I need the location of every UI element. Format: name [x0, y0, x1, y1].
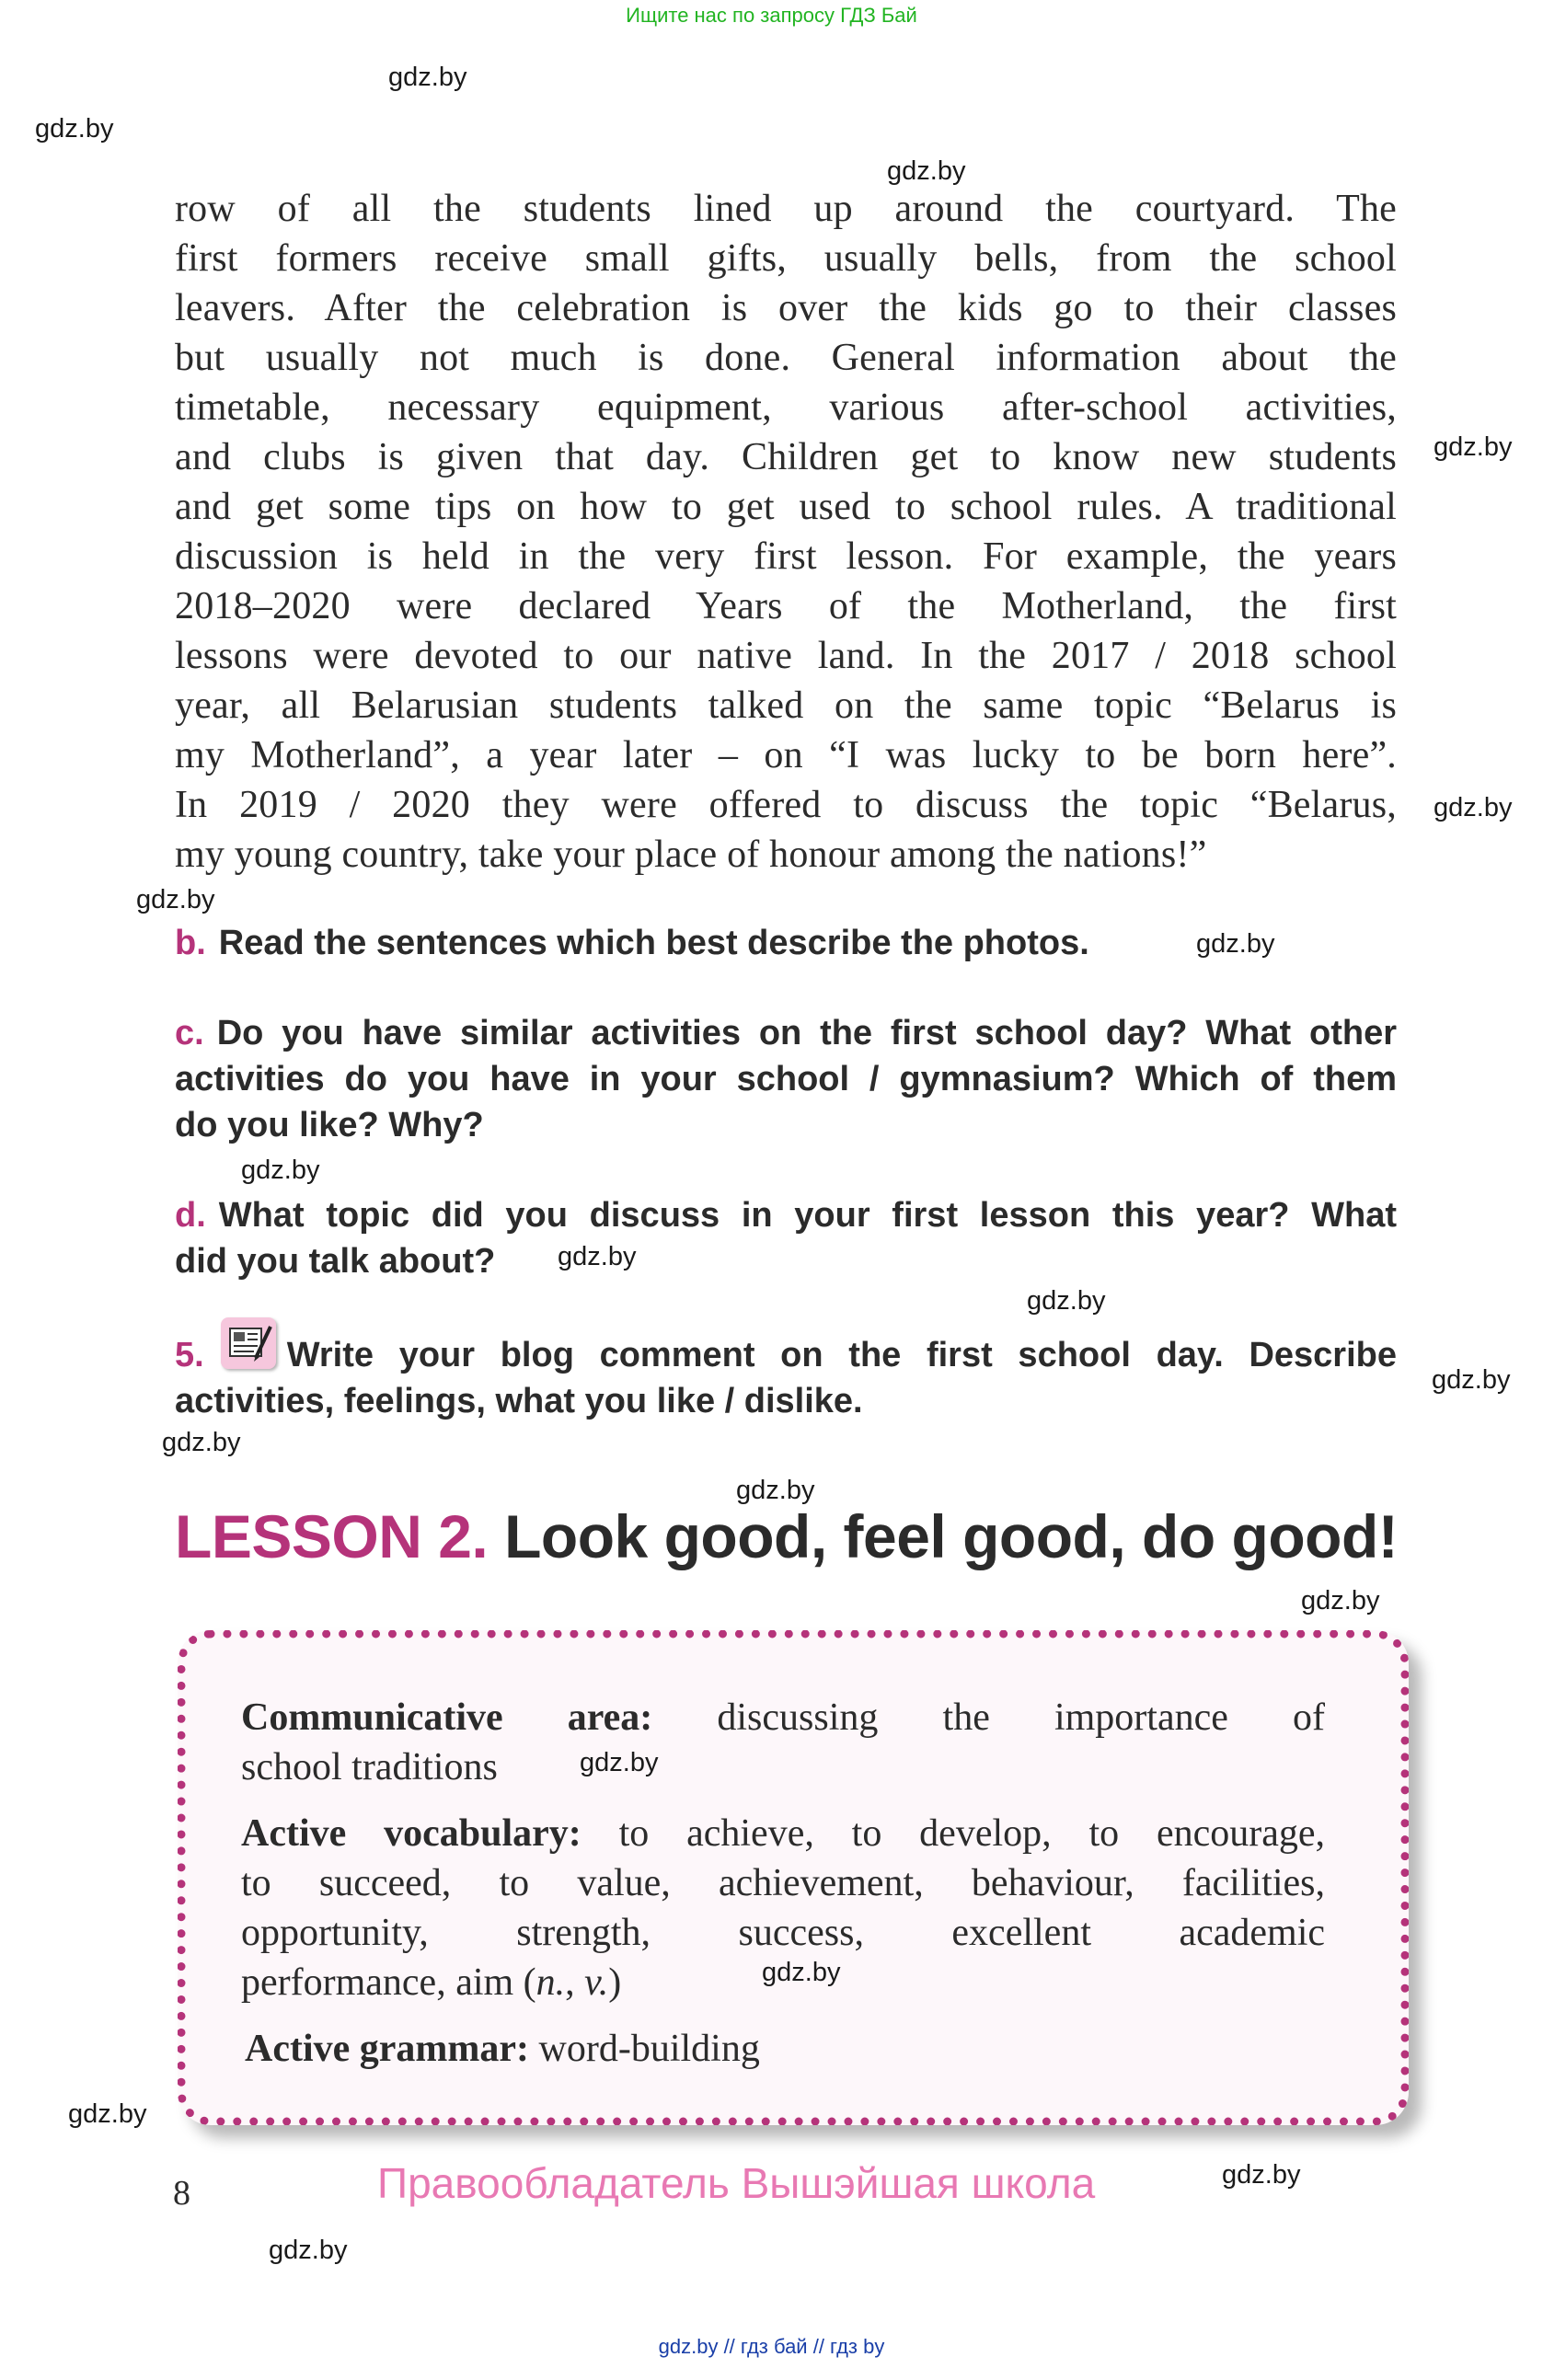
watermark: gdz.by — [162, 1428, 241, 1457]
task-text: do you like? Why? — [175, 1106, 484, 1144]
watermark: gdz.by — [1222, 2160, 1301, 2190]
watermark: gdz.by — [241, 1156, 320, 1185]
task-number: 5. — [175, 1336, 204, 1374]
vocabulary-text: to achieve, to develop, to encourage, — [618, 1812, 1325, 1855]
vocabulary-abbrev: n. — [535, 1961, 566, 2004]
paragraph-line: leavers. After the celebration is over the kids go to their classes — [175, 287, 1397, 329]
watermark: gdz.by — [887, 156, 966, 186]
paragraph-line: timetable, necessary equipment, various after-school activities, — [175, 386, 1397, 429]
vocabulary-line: to succeed, to value, achievement, behaviour, facilities, — [241, 1862, 1325, 1904]
task-text: What topic did you discuss in your first lesson this year? What — [218, 1196, 1397, 1235]
task-d — [175, 1192, 1397, 1284]
copyright-holder: Правообладатель Вышэйшая школа — [377, 2159, 1096, 2207]
paragraph-line: my Motherland”, a year later – on “I was lucky to be born here”. — [175, 734, 1397, 776]
communicative-area-line — [241, 1693, 1325, 1742]
paragraph-line: year, all Belarusian students talked on the same topic “Belarus is — [175, 684, 1397, 727]
watermark: gdz.by — [35, 114, 114, 144]
watermark: gdz.by — [1432, 1365, 1511, 1395]
communicative-area-line: school traditions — [241, 1746, 498, 1788]
watermark: gdz.by — [1434, 793, 1513, 822]
task-b — [175, 920, 1397, 966]
paragraph-line: but usually not much is done. General information about the — [175, 337, 1397, 379]
task-text: activities, feelings, what you like / dislike. — [175, 1382, 863, 1420]
task-letter: b. — [175, 924, 206, 962]
paragraph-line: discussion is held in the very first lesson. For example, the years — [175, 535, 1397, 578]
watermark: gdz.by — [388, 63, 467, 92]
lesson-number: LESSON 2. — [175, 1502, 489, 1570]
task-letter: c. — [175, 1014, 204, 1052]
lesson-title: Look good, feel good, do good! — [504, 1502, 1399, 1570]
watermark: gdz.by — [1196, 929, 1275, 959]
paragraph-line: and get some tips on how to get used to school rules. A traditional — [175, 486, 1397, 528]
paragraph-line: row of all the students lined up around the courtyard. The — [175, 188, 1397, 230]
vocabulary-label: Active vocabulary: — [241, 1812, 582, 1855]
top-banner: Ищите нас по запросу ГДЗ Бай — [626, 4, 917, 27]
grammar-label: Active grammar: — [245, 2028, 530, 2070]
paragraph-line: my young country, take your place of honour among the nations!” — [175, 834, 1207, 876]
paragraph-line: 2018–2020 were declared Years of the Motherland, the first — [175, 585, 1397, 627]
task-text: activities do you have in your school / gymnasium? Which of them — [175, 1060, 1397, 1098]
task-text: Write your blog comment on the first school day. Describe — [286, 1336, 1397, 1374]
vocabulary-text: ) — [608, 1961, 622, 2004]
watermark: gdz.by — [269, 2236, 348, 2265]
task-letter: d. — [175, 1196, 206, 1235]
grammar-text: word-building — [538, 2028, 760, 2070]
vocabulary-line — [241, 1809, 1325, 1858]
vocabulary-text: , — [565, 1961, 585, 2004]
watermark: gdz.by — [136, 885, 215, 914]
paragraph-line: first formers receive small gifts, usually bells, from the school — [175, 237, 1397, 280]
watermark: gdz.by — [558, 1242, 637, 1271]
watermark: gdz.by — [1434, 432, 1513, 462]
task-text: Do you have similar activities on the first school day? What other — [216, 1014, 1397, 1052]
footer-links[interactable]: gdz.by // гдз бай // гдз by — [658, 2335, 885, 2358]
watermark: gdz.by — [68, 2099, 147, 2129]
grammar-line — [245, 2024, 1329, 2074]
communicative-label: Communicative area: — [241, 1696, 653, 1739]
watermark: gdz.by — [762, 1958, 841, 1987]
task-text: Read the sentences which best describe the photos. — [218, 924, 1089, 962]
communicative-text: discussing the importance of — [717, 1696, 1325, 1739]
watermark: gdz.by — [1301, 1586, 1380, 1615]
watermark: gdz.by — [1027, 1286, 1106, 1316]
lesson-heading — [175, 1501, 1398, 1571]
watermark: gdz.by — [736, 1476, 815, 1505]
paragraph-line: lessons were devoted to our native land. In the 2017 / 2018 school — [175, 635, 1397, 677]
watermark: gdz.by — [580, 1748, 659, 1777]
task-5 — [175, 1332, 1397, 1424]
paragraph-line: In 2019 / 2020 they were offered to discuss the topic “Belarus, — [175, 784, 1397, 826]
vocabulary-text: performance, aim ( — [241, 1961, 536, 2004]
vocabulary-abbrev: v. — [584, 1961, 609, 2004]
page-number: 8 — [173, 2174, 190, 2213]
task-c — [175, 1010, 1397, 1148]
vocabulary-line: opportunity, strength, success, excellent academic — [241, 1912, 1325, 1954]
task-text: did you talk about? — [175, 1242, 496, 1281]
paragraph-line: and clubs is given that day. Children get to know new students — [175, 436, 1397, 478]
